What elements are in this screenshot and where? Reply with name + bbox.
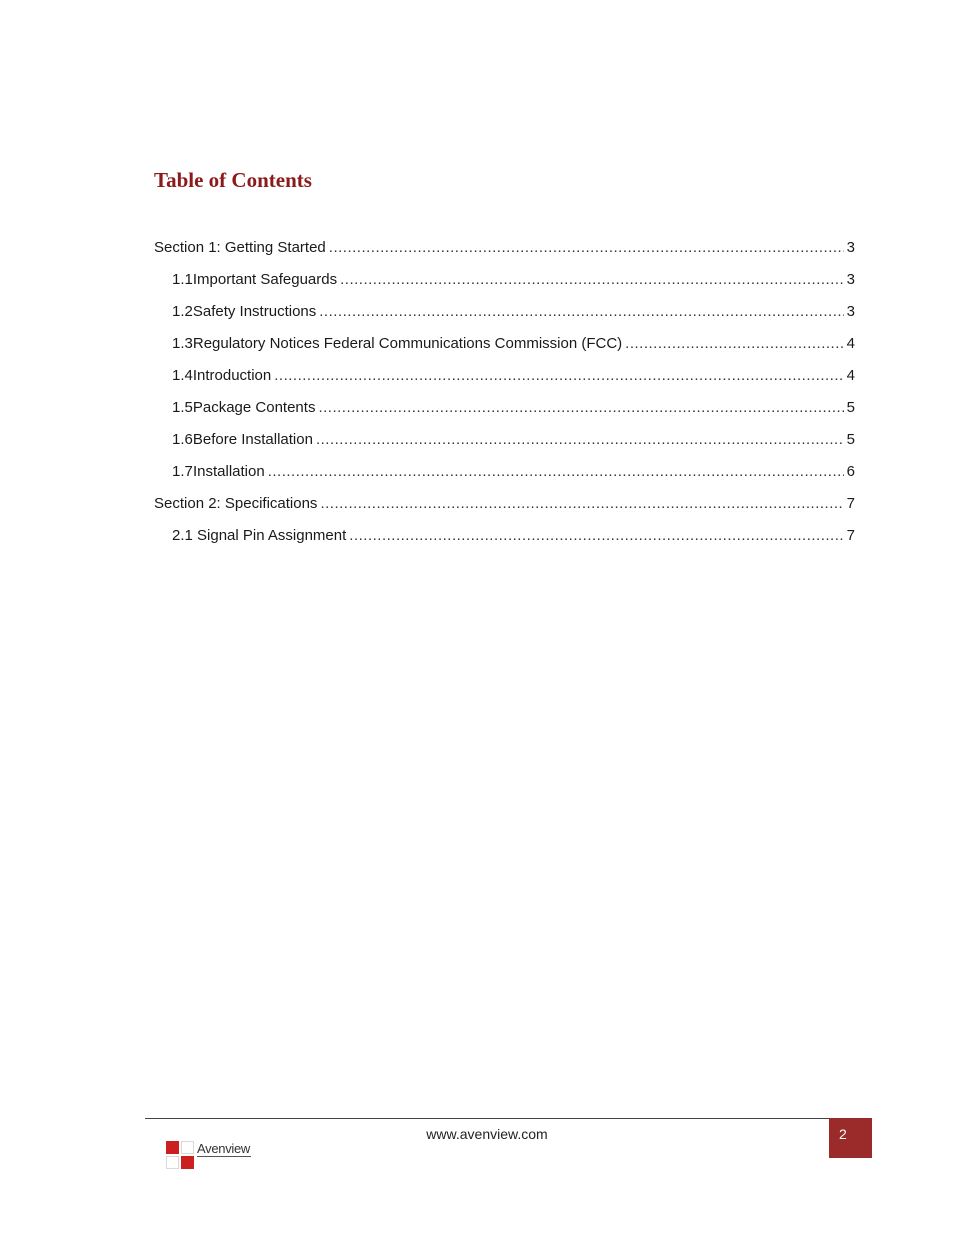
toc-entry-1-2[interactable]	[154, 300, 855, 332]
toc-dot-leader	[268, 460, 844, 484]
toc-entry-label: 2.1 Signal Pin Assignment	[172, 527, 347, 544]
toc-entry-label: Safety Instructions	[192, 303, 317, 320]
toc-entry-section-2[interactable]	[154, 492, 855, 524]
toc-title: Table of Contents	[154, 168, 312, 192]
footer-divider	[145, 1118, 829, 1119]
toc-dot-leader	[320, 492, 843, 516]
toc-entry-number: 1.4	[172, 367, 193, 384]
toc-dot-leader	[349, 524, 843, 548]
toc-entry-1-6[interactable]	[154, 428, 855, 460]
toc-dot-leader	[625, 332, 844, 356]
toc-entry-1-5[interactable]	[154, 396, 855, 428]
toc-entry-number: 1.6	[172, 431, 193, 448]
toc-dot-leader	[329, 236, 844, 260]
logo-square-red-bottom	[181, 1156, 194, 1169]
page-number-badge: 2	[829, 1118, 872, 1158]
toc-entry-number: 1.1	[172, 271, 193, 288]
toc-entry-page: 7	[846, 495, 855, 512]
toc-dot-leader	[340, 268, 844, 292]
toc-entry-1-3[interactable]	[154, 332, 855, 364]
toc-entry-label: Package Contents	[192, 399, 316, 416]
toc-entry-number: 1.3	[172, 335, 193, 352]
toc-entry-page: 5	[846, 431, 855, 448]
toc-entry-page: 5	[846, 399, 855, 416]
toc-entry-1-7[interactable]	[154, 460, 855, 492]
toc-dot-leader	[316, 428, 844, 452]
toc-entry-page: 4	[846, 335, 855, 352]
toc-entry-page: 3	[846, 239, 855, 256]
toc-entry-page: 4	[846, 367, 855, 384]
toc-entry-number: 1.7	[172, 463, 193, 480]
toc-entry-2-1[interactable]	[154, 524, 855, 556]
toc-entry-page: 3	[846, 271, 855, 288]
toc-entry-number: 1.2	[172, 303, 193, 320]
logo-wordmark: Avenview	[197, 1141, 251, 1156]
table-of-contents	[154, 236, 855, 556]
logo-underline	[197, 1156, 251, 1157]
logo-square-grey-bottom	[166, 1156, 179, 1169]
toc-entry-page: 3	[846, 303, 855, 320]
toc-entry-1-1[interactable]	[154, 268, 855, 300]
toc-dot-leader	[274, 364, 843, 388]
footer-website-url[interactable]: www.avenview.com	[426, 1126, 548, 1142]
toc-entry-section-1[interactable]	[154, 236, 855, 268]
toc-dot-leader	[318, 396, 843, 420]
toc-entry-label: Introduction	[192, 367, 272, 384]
toc-entry-label: Installation	[192, 463, 265, 480]
toc-entry-1-4[interactable]	[154, 364, 855, 396]
toc-entry-number: 1.5	[172, 399, 193, 416]
toc-entry-page: 6	[846, 463, 855, 480]
toc-entry-label: Important Safeguards	[192, 271, 338, 288]
toc-entry-page: 7	[846, 527, 855, 544]
logo-square-red-top	[166, 1141, 179, 1154]
toc-entry-label: Before Installation	[192, 431, 313, 448]
toc-dot-leader	[319, 300, 843, 324]
toc-entry-label: Regulatory Notices Federal Communications Commission (FCC)	[192, 335, 623, 352]
logo-square-grey-top	[181, 1141, 194, 1154]
toc-entry-label: Section 2: Specifications	[154, 495, 318, 512]
toc-entry-label: Section 1: Getting Started	[154, 239, 326, 256]
